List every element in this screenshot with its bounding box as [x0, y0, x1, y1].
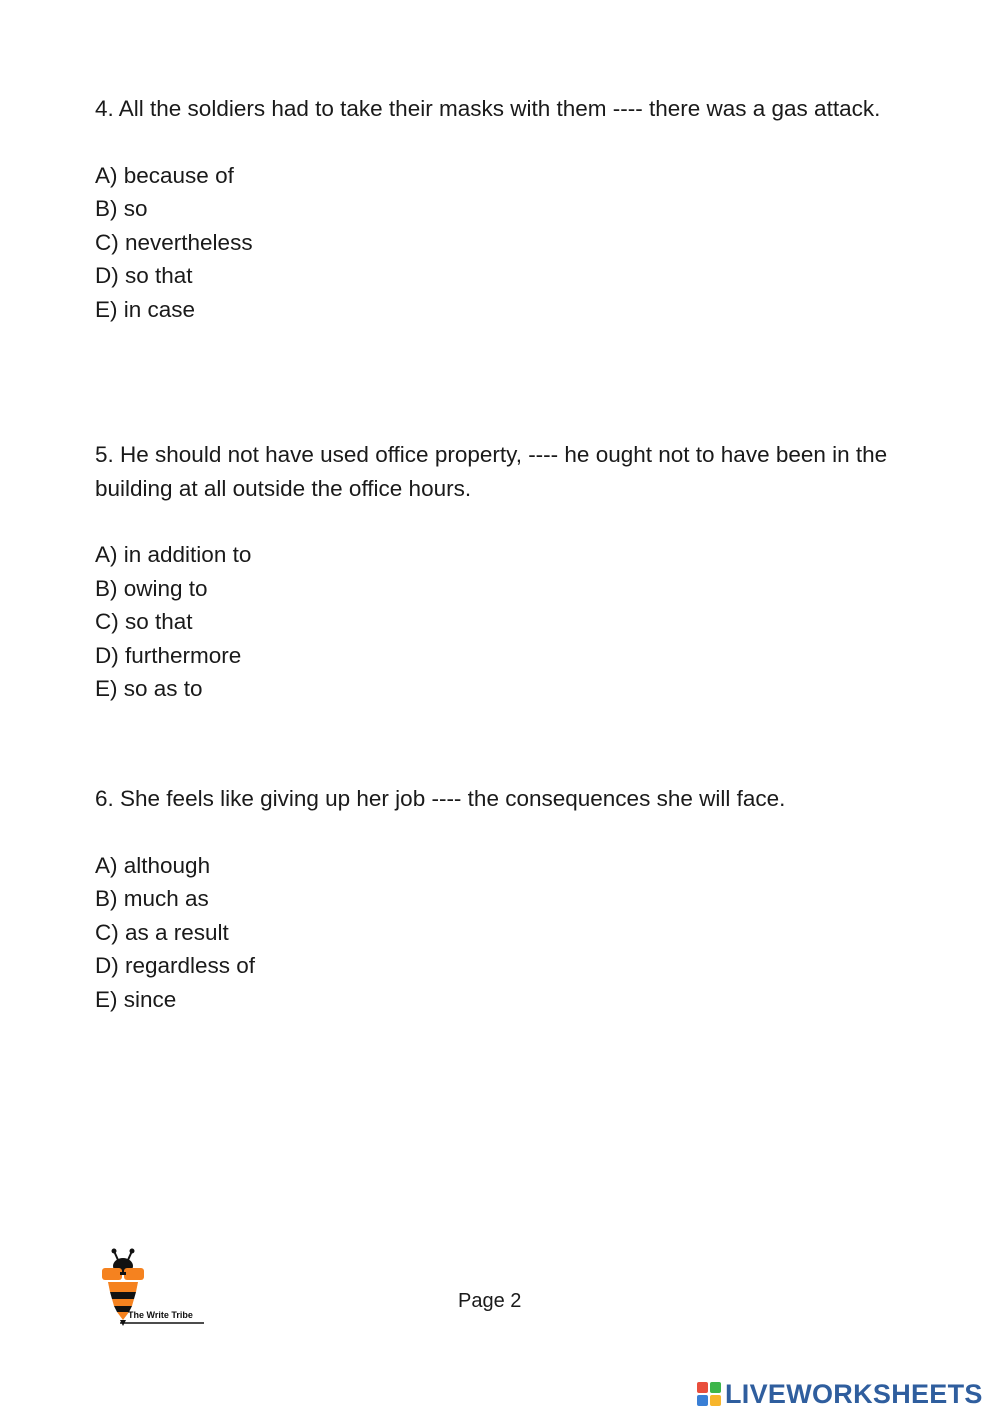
option-b[interactable]: B) much as: [95, 886, 209, 911]
question-stem: 4. All the soldiers had to take their masks with them ---- there was a gas attack.: [95, 96, 881, 121]
brand-name: LIVEWORKSHEETS: [725, 1378, 983, 1409]
option-e[interactable]: E) since: [95, 986, 177, 1012]
option-e[interactable]: E) in case: [95, 296, 196, 322]
option-d[interactable]: D) regardless of: [95, 953, 256, 978]
option-b[interactable]: B) owing to: [95, 575, 208, 601]
question-stem: 5. He should not have used office property, ---- he ought not to have been in the building at all outside the office hours.: [95, 442, 888, 501]
question-4: [95, 92, 895, 326]
option-c[interactable]: C) so that: [95, 609, 193, 634]
page-number: Page 2: [458, 1290, 522, 1312]
logo-caption: The Write Tribe: [128, 1310, 193, 1320]
option-a[interactable]: A) because of: [95, 162, 234, 188]
option-b[interactable]: B) so: [95, 196, 148, 221]
question-6: [95, 782, 895, 1016]
option-d[interactable]: D) so that: [95, 263, 193, 288]
option-c[interactable]: C) as a result: [95, 919, 229, 945]
option-e[interactable]: E) so as to: [95, 676, 203, 701]
option-a[interactable]: A) although: [95, 852, 211, 878]
question-5: [95, 438, 895, 706]
answer-options: [95, 538, 895, 706]
question-stem: 6. She feels like giving up her job ---- the consequences she will face.: [95, 786, 786, 811]
answer-options: [95, 849, 895, 1017]
option-c[interactable]: C) nevertheless: [95, 229, 253, 255]
option-a[interactable]: A) in addition to: [95, 542, 252, 567]
answer-options: [95, 159, 895, 327]
option-d[interactable]: D) furthermore: [95, 642, 242, 668]
liveworksheets-logo-icon: [697, 1382, 721, 1406]
liveworksheets-brand[interactable]: [697, 1376, 983, 1412]
